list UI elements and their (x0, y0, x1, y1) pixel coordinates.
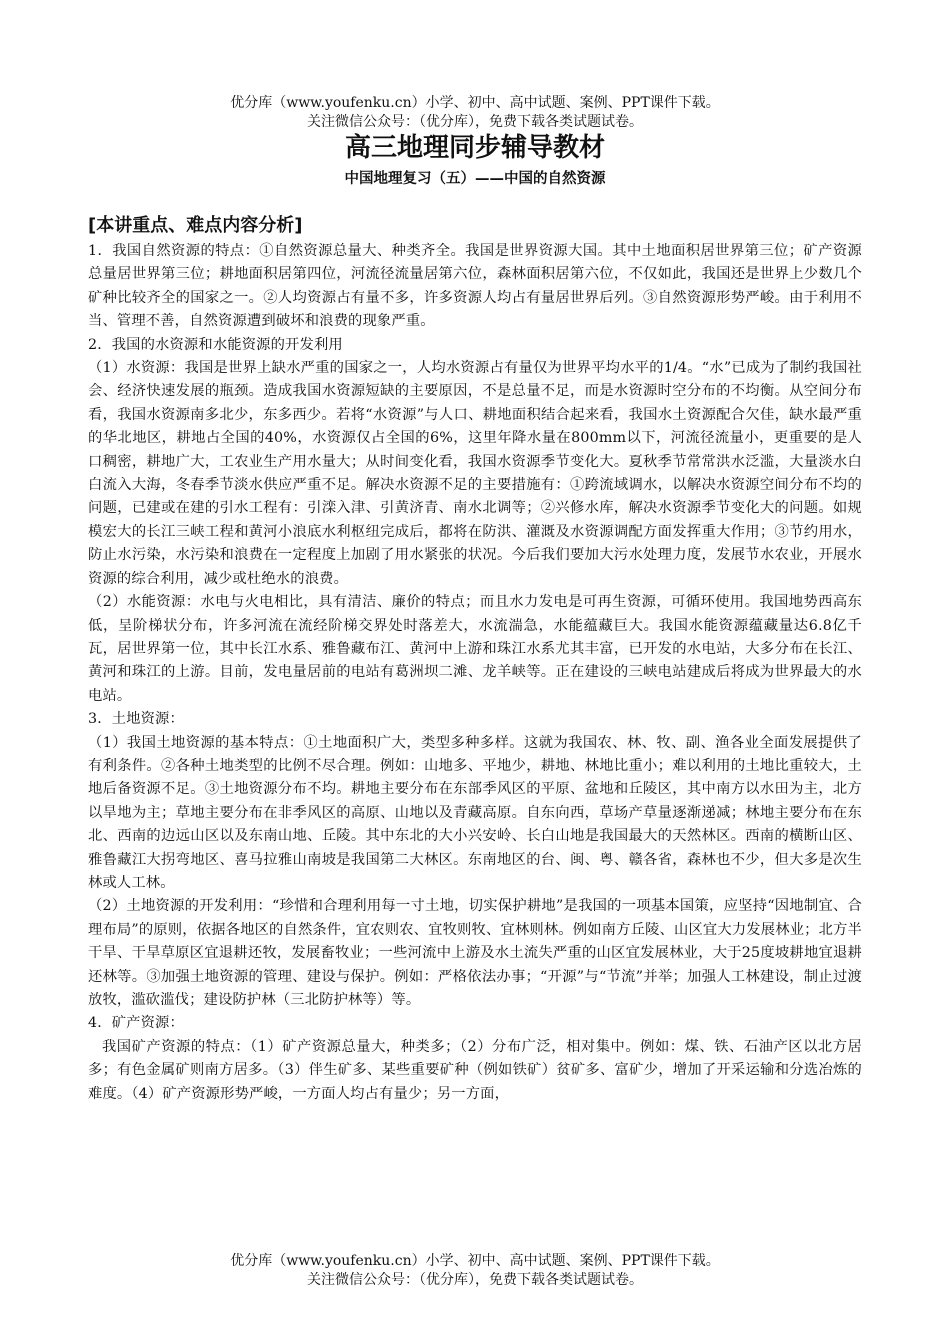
header-line-1: 优分库（www.youfenku.cn）小学、初中、高中试题、案例、PPT课件下载。 (230, 95, 720, 111)
document-subtitle: 中国地理复习（五）——中国的自然资源 (344, 171, 606, 187)
document-body (88, 213, 862, 1106)
paragraph-land-heading: 3．土地资源： (88, 711, 184, 728)
header-line-2: 关注微信公众号：（优分库），免费下载各类试题试卷。 (307, 114, 643, 130)
paragraph-mineral-features: 我国矿产资源的特点：（1）矿产资源总量大，种类多；（2）分布广泛，相对集中。例如：煤、铁、石油产区以北方居多；有色金属矿则南方居多。（3）伴生矿多、某些重要矿种（例如铁矿）贫矿多、富矿少，增加了开采运输和分选冶炼的难度。（4）矿产资源形势严峻，一方面人均占有量少；另一方面， (88, 1038, 862, 1102)
document-title: 高三地理同步辅导教材 (344, 133, 605, 163)
paragraph-land-use: （2）土地资源的开发利用：“珍惜和合理利用每一寸土地，切实保护耕地”是我国的一项基本国策，应坚持“因地制宜、合理布局”的原则，依据各地区的自然条件，宜农则农、宜牧则牧、宜林则林。例如南方丘陵、山区宜大力发展林业；北方半干旱、干旱草原区宜退耕还牧，发展畜牧业；一些河流中上游及水土流失严重的山区宜发展林业，大于25度坡耕地宜退耕还林等。③加强土地资源的管理、建设与保护。例如：严格依法办事；“开源”与“节流”并举；加强人工林建设，制止过渡放牧，滥砍滥伐；建设防护林（三北防护林等）等。 (88, 898, 862, 1008)
paragraph-hydropower: （2）水能资源：水电与火电相比，具有清洁、廉价的特点；而且水力发电是可再生资源，可循环使用。我国地势西高东低，呈阶梯状分布，许多河流在流经阶梯交界处时落差大，水流湍急，水能蕴藏巨大。我国水能资源蕴藏量达6.8亿千瓦，居世界第一位，其中长江水系、雅鲁藏布江、黄河中上游和珠江水系尤其丰富，已开发的水电站，大多分布在长江、黄河和珠江的上游。目前，发电量居前的电站有葛洲坝二滩、龙羊峡等。正在建设的三峡电站建成后将成为世界最大的水电站。 (88, 594, 862, 704)
page-header (0, 94, 950, 132)
paragraph-water-resources: （1）水资源：我国是世界上缺水严重的国家之一，人均水资源占有量仅为世界平均水平的1/4。“水”已成为了制约我国社会、经济快速发展的瓶颈。造成我国水资源短缺的主要原因，不是总量不足，而是水资源时空分布的不均衡。从空间分布看，我国水资源南多北少，东多西少。若将“水资源”与人口、耕地面积结合起来看，我国水土资源配合欠佳，缺水最严重的华北地区，耕地占全国的40%，水资源仅占全国的6%，这里年降水量在800mm以下，河流径流量小，更重要的是人口稠密，耕地广大，工农业生产用水量大；从时间变化看，我国水资源季节变化大。夏秋季节常常洪水泛滥，大量淡水白白流入大海，冬春季节淡水供应严重不足。解决水资源不足的主要措施有：①跨流域调水，以解决水资源空间分布不均的问题，已建或在建的引水工程有：引滦入津、引黄济青、南水北调等；②兴修水库，解决水资源季节变化大的问题。如规模宏大的长江三峡工程和黄河小浪底水利枢纽完成后，都将在防洪、灌溉及水资源调配方面发挥重大作用；③节约用水，防止水污染，水污染和浪费在一定程度上加剧了用水紧张的状况。今后我们要加大污水处理力度，发展节水农业，开展水资源的综合利用，减少或杜绝水的浪费。 (88, 360, 862, 587)
footer-line-2: 关注微信公众号：（优分库），免费下载各类试题试卷。 (307, 1272, 643, 1288)
footer-line-1: 优分库（www.youfenku.cn）小学、初中、高中试题、案例、PPT课件下载。 (230, 1253, 720, 1269)
paragraph-resource-features: 1．我国自然资源的特点：①自然资源总量大、种类齐全。我国是世界资源大国。其中土地面积居世界第三位；矿产资源总量居世界第三位；耕地面积居第四位，河流径流量居第六位，森林面积居第六位，不仅如此，我国还是世界上少数几个矿种比较齐全的国家之一。②人均资源占有量不多，许多资源人均占有量居世界后列。③自然资源形势严峻。由于利用不当、管理不善，自然资源遭到破坏和浪费的现象严重。 (88, 243, 862, 330)
paragraph-land-features: （1）我国土地资源的基本特点：①土地面积广大，类型多种多样。这就为我国农、林、牧、副、渔各业全面发展提供了有利条件。②各种土地类型的比例不尽合理。例如：山地多、平地少，耕地、林地比重小；难以利用的土地比重较大，土地后备资源不足。③土地资源分布不均。耕地主要分布在东部季风区的平原、盆地和丘陵区，其中南方以水田为主，北方以旱地为主；草地主要分布在非季风区的高原、山地以及青藏高原。自东向西，草场产草量逐渐递减；林地主要分布在东北、西南的边远山区以及东南山地、丘陵。其中东北的大小兴安岭、长白山地是我国最大的天然林区。西南的横断山区、雅鲁藏江大拐弯地区、喜马拉雅山南坡是我国第二大林区。东南地区的台、闽、粤、赣各省，森林也不少，但大多是次生林或人工林。 (88, 734, 862, 891)
paragraph-mineral-heading: 4．矿产资源： (88, 1015, 184, 1032)
section-heading: [本讲重点、难点内容分析] (88, 215, 303, 236)
paragraph-water-heading: 2．我国的水资源和水能资源的开发利用 (88, 336, 343, 353)
page-footer (0, 1252, 950, 1290)
